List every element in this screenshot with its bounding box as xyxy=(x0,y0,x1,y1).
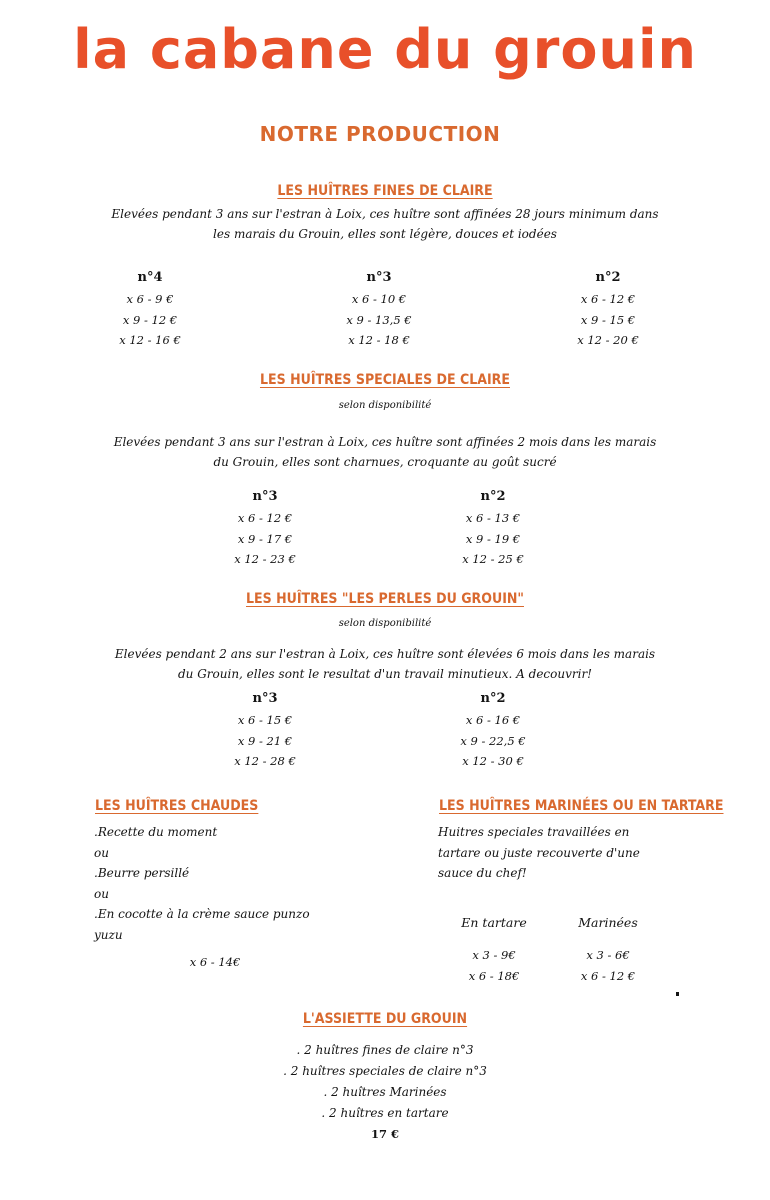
plate-item: . 2 huîtres en tartare xyxy=(321,1106,449,1120)
stray-dot xyxy=(676,992,679,996)
description-line: Elevées pendant 2 ans sur l'estran à Loix, ces huître sont élevées 6 mois dans les marais xyxy=(114,647,656,661)
price-line: x 9 - 12 € xyxy=(122,312,178,327)
price-line: x 9 - 22,5 € xyxy=(460,733,526,748)
description-line: du Grouin, elles sont charnues, croquante au goût sucré xyxy=(213,455,557,469)
plate-price: 17 € xyxy=(370,1127,399,1141)
recipe-option: .Recette du moment xyxy=(94,825,218,839)
price-column-n2 xyxy=(428,688,558,772)
price-line: x 12 - 20 € xyxy=(577,333,639,347)
column-header: En tartare xyxy=(461,915,527,930)
section-title-speciales: LES HUÎTRES SPECIALES DE CLAIRE xyxy=(259,372,510,388)
chaudes-price: x 6 - 14€ xyxy=(189,955,241,969)
oyster-size: n°2 xyxy=(480,691,506,706)
price-line: x 9 - 19 € xyxy=(465,531,521,546)
price-column-marinees xyxy=(558,913,658,986)
recipe-option: .En cocotte à la crème sauce punzo xyxy=(94,907,310,921)
section-title-perles: LES HUÎTRES "LES PERLES DU GROUIN" xyxy=(246,591,524,607)
oyster-size: n°3 xyxy=(366,270,392,285)
price-line: x 9 - 15 € xyxy=(580,312,636,327)
price-line: x 12 - 18 € xyxy=(348,333,410,347)
price-line: x 3 - 6€ xyxy=(586,948,630,962)
plate-item: . 2 huîtres Marinées xyxy=(323,1085,447,1099)
price-column-n3 xyxy=(200,688,330,772)
description-line: les marais du Grouin, elles sont légère, douces et iodées xyxy=(213,227,557,241)
price-line: x 9 - 21 € xyxy=(237,733,293,748)
chaudes-options xyxy=(94,822,334,945)
price-line: x 9 - 17 € xyxy=(237,531,293,546)
price-line: x 12 - 25 € xyxy=(462,552,524,566)
plate-item: . 2 huîtres fines de claire n°3 xyxy=(296,1043,474,1057)
price-column-n3 xyxy=(200,486,330,570)
price-line: x 6 - 10 € xyxy=(351,292,407,306)
section-description-perles xyxy=(70,644,700,684)
price-line: x 6 - 12 € xyxy=(580,292,636,306)
plate-item: . 2 huîtres speciales de claire n°3 xyxy=(283,1064,487,1078)
section-description-fines xyxy=(70,204,700,244)
availability-note: selon disponibilité xyxy=(338,618,432,629)
oyster-size: n°3 xyxy=(252,691,278,706)
price-line: x 6 - 16 € xyxy=(465,713,521,727)
price-line: x 9 - 13,5 € xyxy=(346,312,412,327)
description-line: Elevées pendant 3 ans sur l'estran à Loix, ces huître sont affinées 2 mois dans les marais xyxy=(113,435,657,449)
recipe-option: .Beurre persillé xyxy=(94,866,190,880)
price-column-n4 xyxy=(85,267,215,351)
description-line: tartare ou juste recouverte d'une xyxy=(438,845,640,860)
section-title-assiette: L'ASSIETTE DU GROUIN xyxy=(302,1011,468,1027)
price-line: x 6 - 12 € xyxy=(237,511,293,525)
oyster-size: n°4 xyxy=(137,270,163,285)
oyster-size: n°3 xyxy=(252,489,278,504)
page-title: NOTRE PRODUCTION xyxy=(259,122,501,146)
price-line: x 6 - 18€ xyxy=(468,968,520,983)
oyster-size: n°2 xyxy=(480,489,506,504)
price-line: x 6 - 9 € xyxy=(126,292,174,306)
section-title-fines: LES HUÎTRES FINES DE CLAIRE xyxy=(277,183,493,199)
separator-text: ou xyxy=(94,845,109,860)
price-column-n2 xyxy=(543,267,673,351)
section-title-marinees: LES HUÎTRES MARINÉES OU EN TARTARE xyxy=(439,798,724,814)
price-line: x 6 - 15 € xyxy=(237,713,293,727)
price-line: x 6 - 13 € xyxy=(465,511,521,525)
price-column-tartare xyxy=(444,913,544,986)
marinees-description xyxy=(438,822,678,884)
section-title-chaudes: LES HUÎTRES CHAUDES xyxy=(95,798,259,814)
price-line: x 12 - 16 € xyxy=(119,333,181,347)
availability-note: selon disponibilité xyxy=(338,400,432,411)
separator-text: ou xyxy=(94,886,109,901)
section-description-speciales xyxy=(70,432,700,472)
description-line: Elevées pendant 3 ans sur l'estran à Loix, ces huître sont affinées 28 jours minimum dans xyxy=(111,207,659,221)
description-line: sauce du chef! xyxy=(438,866,527,880)
description-line: Huitres speciales travaillées en xyxy=(438,825,630,839)
price-column-n3 xyxy=(314,267,444,351)
price-column-n2 xyxy=(428,486,558,570)
price-line: x 3 - 9€ xyxy=(472,948,516,962)
assiette-contents xyxy=(0,1040,770,1145)
column-header: Marinées xyxy=(578,915,638,930)
description-line: du Grouin, elles sont le resultat d'un travail minutieux. A decouvrir! xyxy=(177,667,593,681)
recipe-option: yuzu xyxy=(94,927,123,942)
price-line: x 6 - 12 € xyxy=(580,968,636,983)
price-line: x 12 - 30 € xyxy=(462,754,524,768)
oyster-size: n°2 xyxy=(595,270,621,285)
brand-logo: la cabane du grouin xyxy=(73,18,697,81)
price-line: x 12 - 28 € xyxy=(234,754,296,768)
price-line: x 12 - 23 € xyxy=(234,552,296,566)
